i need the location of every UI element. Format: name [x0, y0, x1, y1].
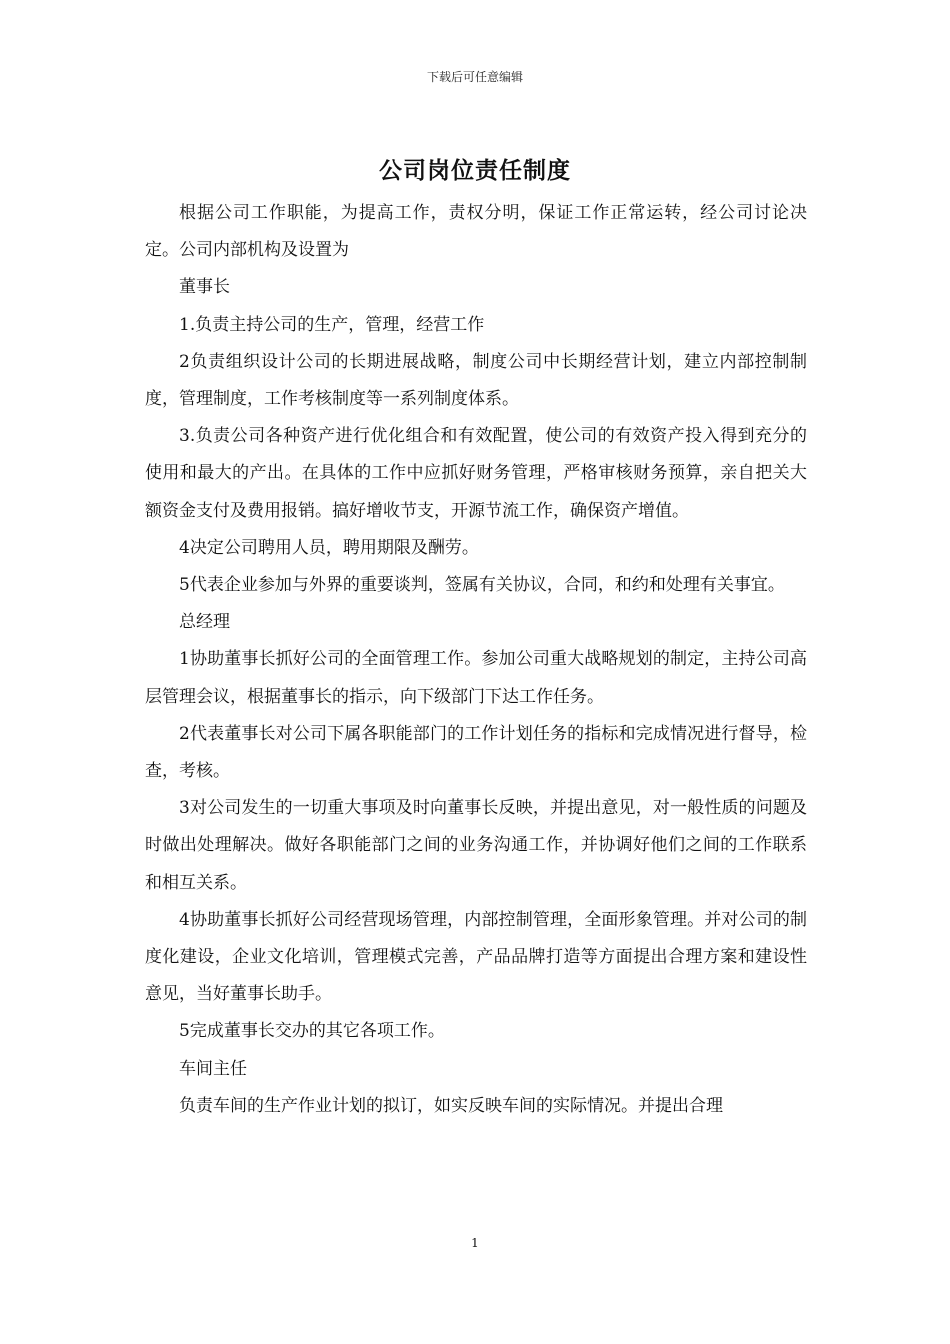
chairman-duty-4: 4决定公司聘用人员，聘用期限及酬劳。 [179, 537, 479, 558]
intro-paragraph: 根据公司工作职能，为提高工作，责权分明，保证工作正常运转，经公司讨论决定。公司内部机构及设置为 [145, 203, 807, 261]
document-title: 公司岗位责任制度 [379, 158, 571, 184]
section-heading-general-manager: 总经理 [179, 612, 230, 633]
page-number: 1 [471, 1236, 479, 1250]
workshop-director-duty: 负责车间的生产作业计划的拟订，如实反映车间的实际情况。并提出合理 [179, 1095, 723, 1116]
page-header-note: 下载后可任意编辑 [426, 70, 523, 84]
chairman-duty-3: 3.负责公司各种资产进行优化组合和有效配置，使公司的有效资产投入得到充分的使用和最大的产出。在具体的工作中应抓好财务管理，严格审核财务预算，亲自把关大额资金支付及费用报销。搞好增收节支，开源节流工作，确保资产增值。 [145, 426, 807, 521]
chairman-duty-2: 2负责组织设计公司的长期进展战略，制度公司中长期经营计划，建立内部控制制度，管理制度，工作考核制度等一系列制度体系。 [145, 351, 807, 410]
section-heading-chairman: 董事长 [179, 277, 230, 298]
section-heading-workshop-director: 车间主任 [179, 1058, 247, 1079]
chairman-duty-5: 5代表企业参加与外界的重要谈判，签属有关协议，合同，和约和处理有关事宜。 [179, 575, 785, 596]
chairman-duty-1: 1.负责主持公司的生产，管理，经营工作 [179, 314, 485, 335]
gm-duty-4: 4协助董事长抓好公司经营现场管理，内部控制管理，全面形象管理。并对公司的制度化建设，企业文化培训，管理模式完善，产品品牌打造等方面提出合理方案和建设性意见，当好董事长助手。 [145, 909, 807, 1005]
gm-duty-3: 3对公司发生的一切重大事项及时向董事长反映，并提出意见，对一般性质的问题及时做出处理解决。做好各职能部门之间的业务沟通工作，并协调好他们之间的工作联系和相互关系。 [145, 798, 807, 893]
gm-duty-2: 2代表董事长对公司下属各职能部门的工作计划任务的指标和完成情况进行督导，检查，考核。 [145, 723, 807, 782]
gm-duty-5: 5完成董事长交办的其它各项工作。 [179, 1021, 445, 1042]
document-body [145, 195, 807, 1125]
gm-duty-1: 1协助董事长抓好公司的全面管理工作。参加公司重大战略规划的制定，主持公司高层管理会议，根据董事长的指示，向下级部门下达工作任务。 [145, 649, 807, 707]
